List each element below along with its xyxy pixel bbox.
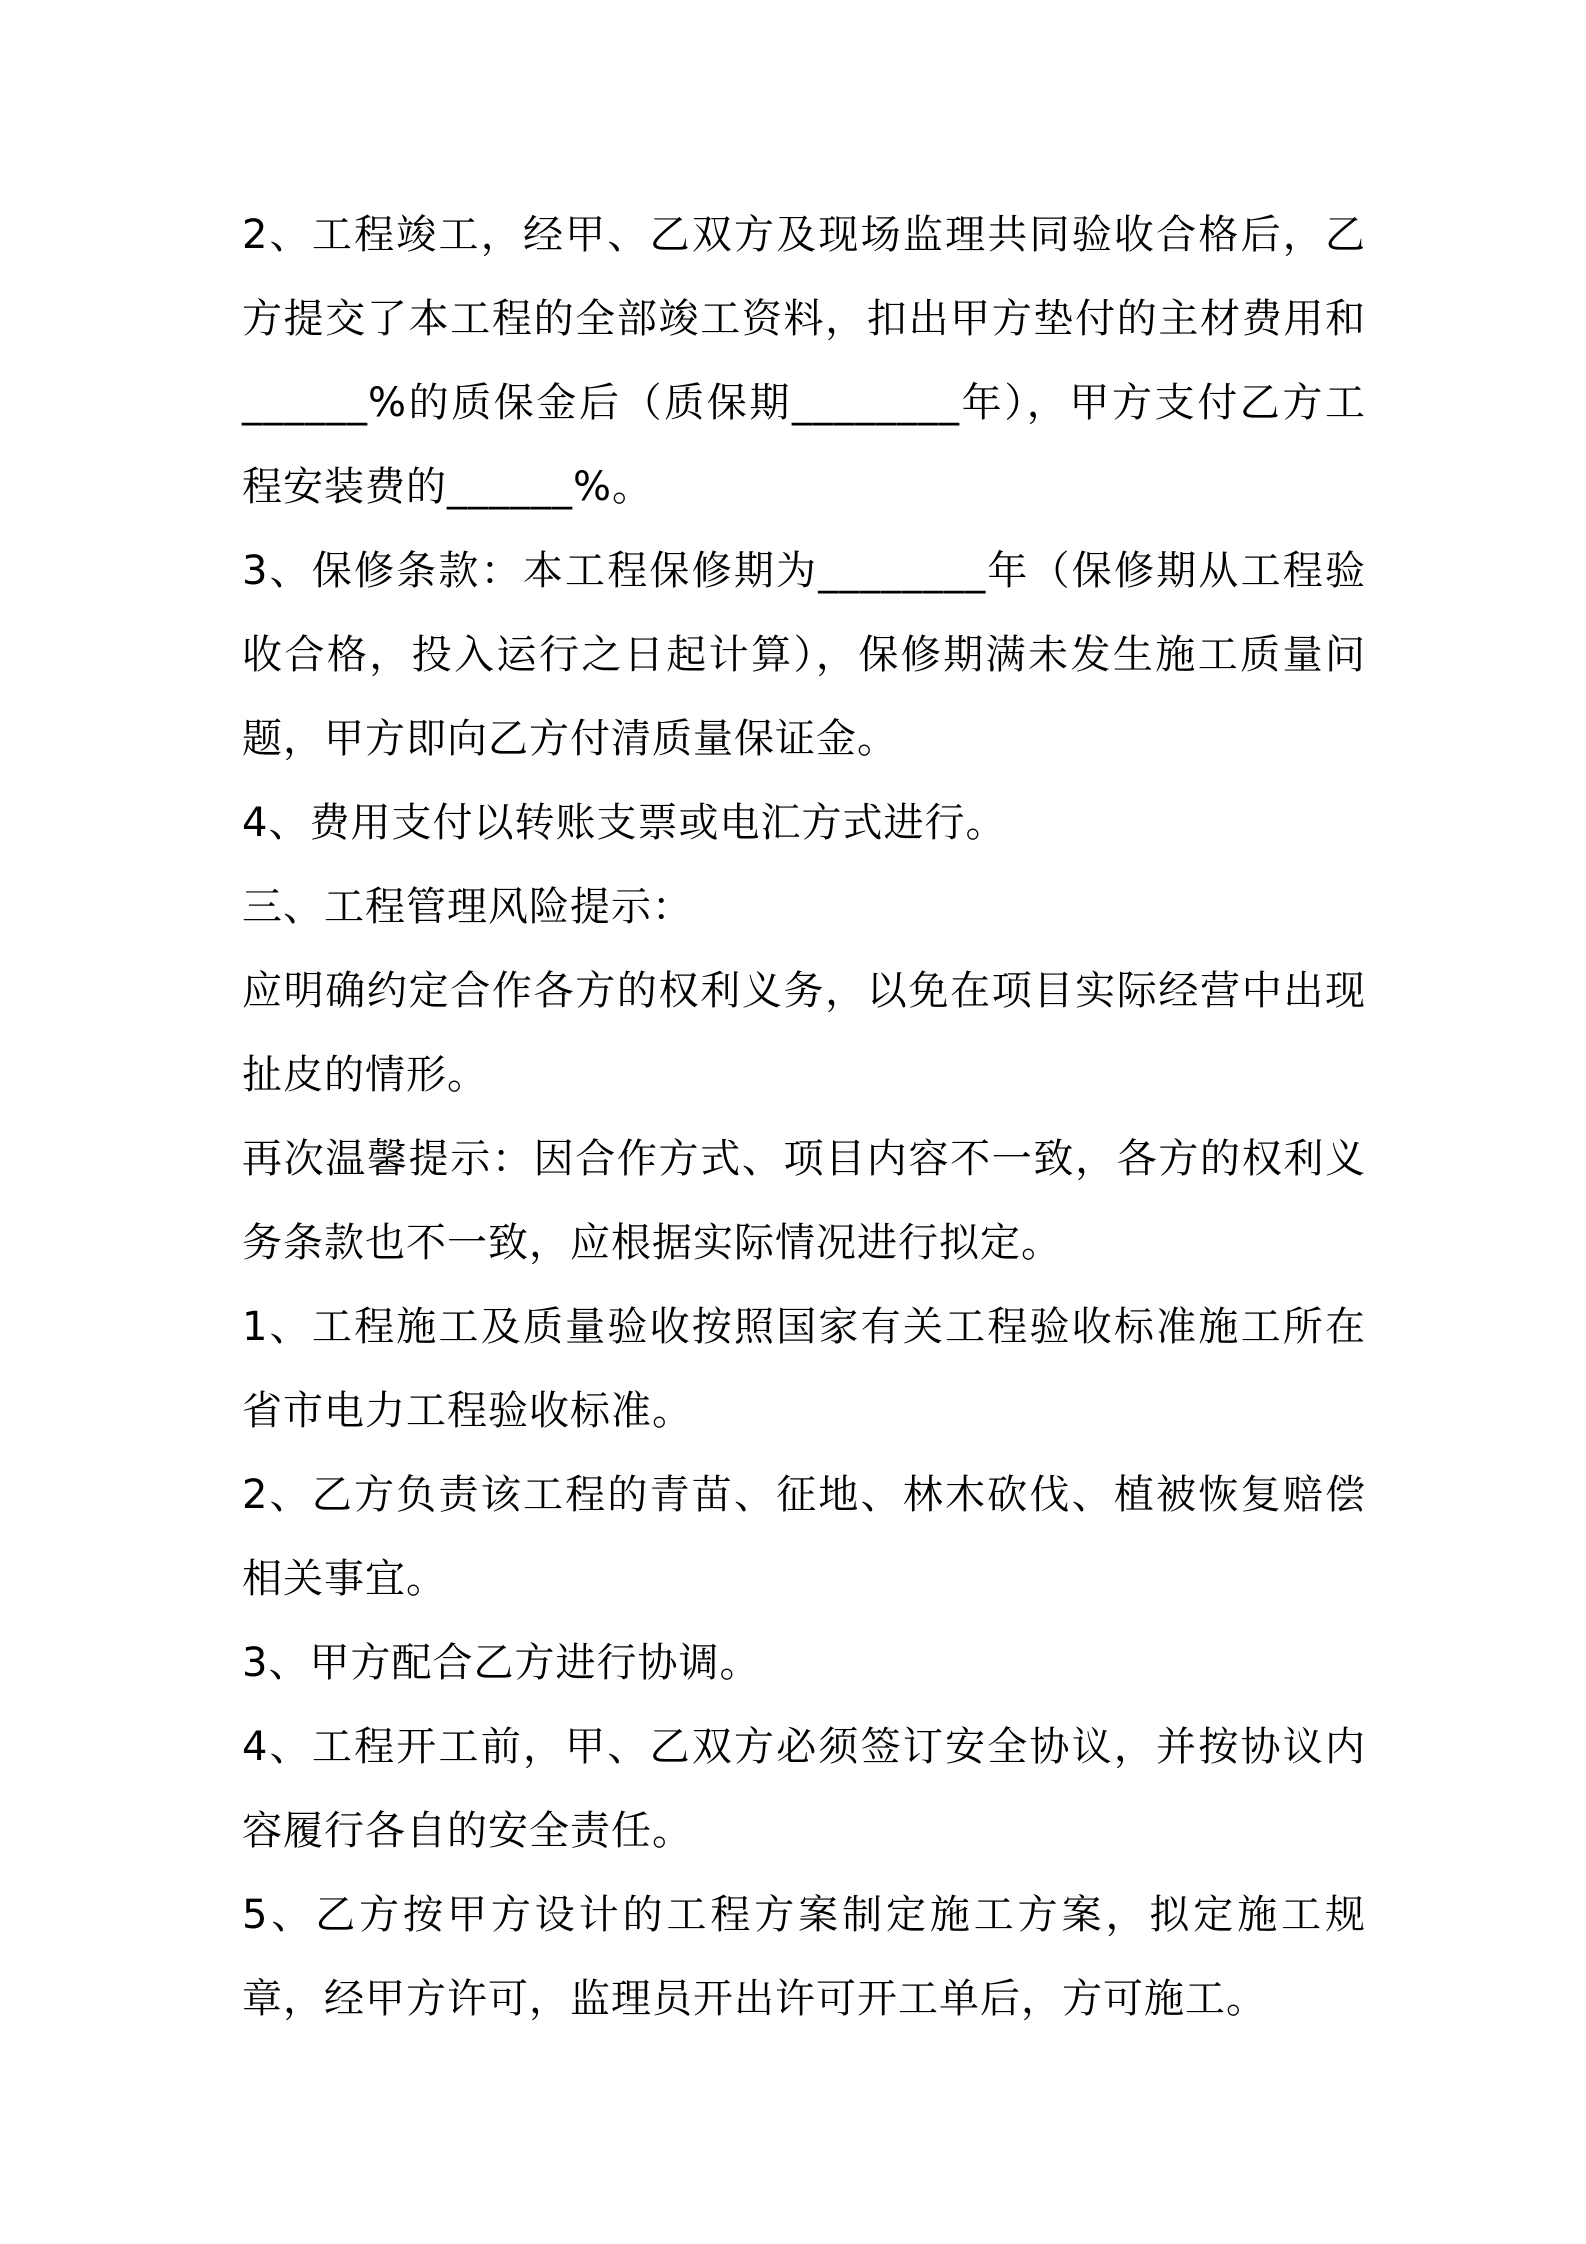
paragraph-acceptance-standard: 1、工程施工及质量验收按照国家有关工程验收标准施工所在省市电力工程验收标准。 [242, 1304, 1366, 1434]
paragraph-warranty-terms: 3、保修条款：本工程保修期为________年（保修期从工程验收合格，投入运行之日起计算），保修期满未发生施工质量问题，甲方即向乙方付清质量保证金。 [242, 548, 1366, 762]
paragraph-payment-method: 4、费用支付以转账支票或电汇方式进行。 [242, 800, 1007, 846]
paragraph-completion-payment: 2、工程竣工，经甲、乙双方及现场监理共同验收合格后，乙方提交了本工程的全部竣工资料，扣出甲方垫付的主材费用和______%的质保金后（质保期________年），甲方支付乙方工程安装费的______%。 [242, 212, 1366, 510]
paragraph-construction-plan: 5、乙方按甲方设计的工程方案制定施工方案，拟定施工规章，经甲方许可，监理员开出许可开工单后，方可施工。 [242, 1892, 1366, 2022]
paragraph-safety-agreement: 4、工程开工前，甲、乙双方必须签订安全协议，并按协议内容履行各自的安全责任。 [242, 1724, 1366, 1854]
paragraph-reminder: 再次温馨提示：因合作方式、项目内容不一致，各方的权利义务条款也不一致，应根据实际情况进行拟定。 [242, 1136, 1366, 1266]
section-heading-risk-notice: 三、工程管理风险提示： [242, 884, 693, 930]
document-body [242, 193, 1366, 2041]
paragraph-coordination: 3、甲方配合乙方进行协调。 [242, 1640, 761, 1686]
paragraph-compensation: 2、乙方负责该工程的青苗、征地、林木砍伐、植被恢复赔偿相关事宜。 [242, 1472, 1366, 1602]
paragraph-rights-obligations: 应明确约定合作各方的权利义务，以免在项目实际经营中出现扯皮的情形。 [242, 968, 1366, 1098]
